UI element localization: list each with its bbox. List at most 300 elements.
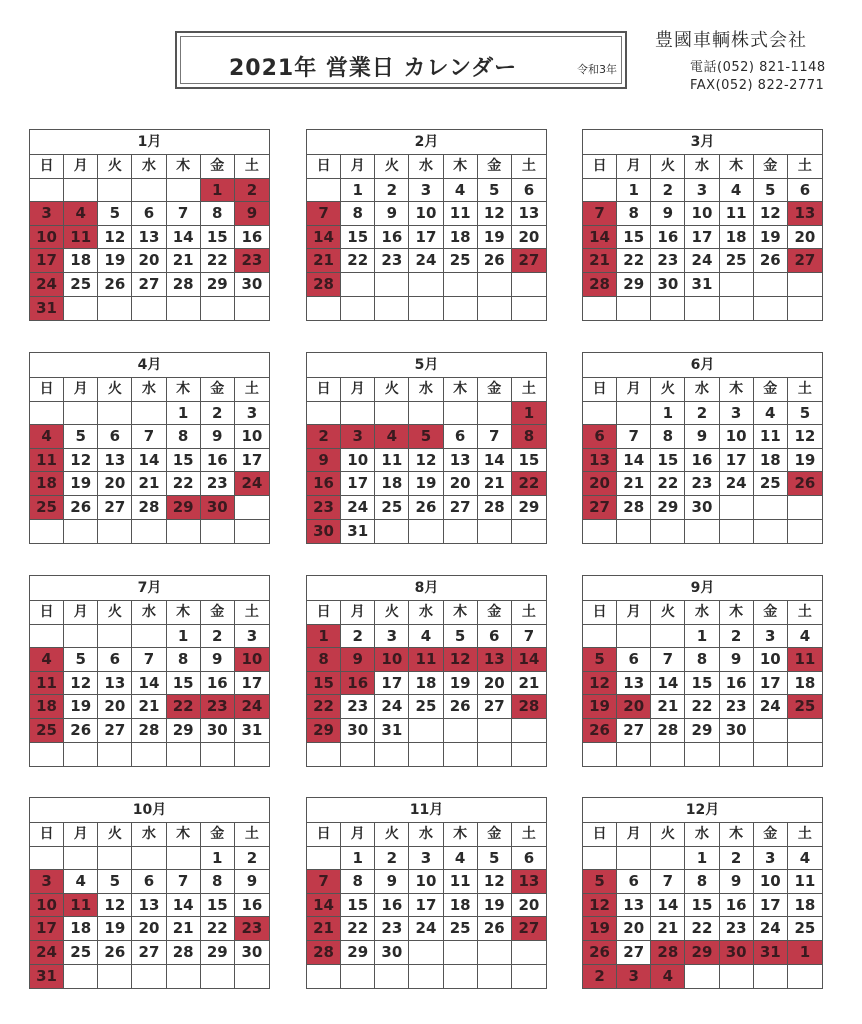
day-cell: 18: [444, 226, 478, 250]
day-cell: 25: [788, 917, 822, 941]
empty-cell: [30, 520, 64, 544]
day-cell: 24: [409, 917, 443, 941]
day-cell: 27: [512, 917, 546, 941]
day-cell: 30: [201, 496, 235, 520]
day-cell: 2: [720, 847, 754, 871]
empty-cell: [444, 520, 478, 544]
weekday-header: 金: [478, 601, 512, 625]
empty-cell: [512, 719, 546, 743]
day-cell: 25: [30, 496, 64, 520]
day-cell: 16: [201, 449, 235, 473]
day-cell: 1: [167, 625, 201, 649]
day-cell: 17: [720, 449, 754, 473]
day-cell: 22: [341, 249, 375, 273]
day-cell: 4: [788, 625, 822, 649]
day-cell: 17: [235, 449, 269, 473]
day-cell: 10: [409, 870, 443, 894]
day-cell: 21: [583, 249, 617, 273]
day-cell: 4: [409, 625, 443, 649]
empty-cell: [754, 965, 788, 989]
day-cell: 10: [754, 870, 788, 894]
weekday-header: 水: [132, 155, 166, 179]
weekday-header: 火: [651, 823, 685, 847]
day-cell: 4: [30, 425, 64, 449]
company-name: 豊國車輌株式会社: [655, 30, 807, 51]
empty-cell: [512, 743, 546, 767]
day-cell: 3: [685, 179, 719, 203]
weekday-header: 月: [341, 601, 375, 625]
day-cell: 14: [307, 894, 341, 918]
day-cell: 9: [651, 202, 685, 226]
empty-cell: [409, 297, 443, 321]
weekday-header: 木: [167, 155, 201, 179]
day-cell: 3: [409, 847, 443, 871]
day-cell: 13: [617, 894, 651, 918]
day-cell: 19: [98, 917, 132, 941]
day-cell: 10: [30, 894, 64, 918]
day-cell: 11: [375, 449, 409, 473]
empty-cell: [444, 297, 478, 321]
day-cell: 10: [235, 425, 269, 449]
day-cell: 21: [651, 695, 685, 719]
day-cell: 8: [341, 870, 375, 894]
day-cell: 5: [444, 625, 478, 649]
empty-cell: [375, 273, 409, 297]
day-cell: 18: [64, 249, 98, 273]
day-cell: 30: [307, 520, 341, 544]
day-cell: 24: [30, 941, 64, 965]
day-cell: 24: [754, 695, 788, 719]
day-cell: 26: [478, 917, 512, 941]
day-cell: 17: [685, 226, 719, 250]
day-cell: 29: [341, 941, 375, 965]
empty-cell: [478, 941, 512, 965]
weekday-header: 木: [720, 155, 754, 179]
day-cell: 20: [132, 249, 166, 273]
day-cell: 31: [30, 297, 64, 321]
empty-cell: [512, 965, 546, 989]
day-cell: 13: [444, 449, 478, 473]
day-cell: 3: [30, 870, 64, 894]
empty-cell: [788, 496, 822, 520]
day-cell: 15: [167, 449, 201, 473]
day-cell: 11: [788, 648, 822, 672]
day-cell: 1: [651, 402, 685, 426]
weekday-header: 月: [341, 823, 375, 847]
month-calendar: [582, 575, 823, 767]
day-cell: 6: [583, 425, 617, 449]
weekday-header: 水: [132, 601, 166, 625]
empty-cell: [98, 520, 132, 544]
day-cell: 15: [201, 226, 235, 250]
empty-cell: [685, 965, 719, 989]
day-cell: 19: [64, 472, 98, 496]
day-cell: 12: [409, 449, 443, 473]
day-cell: 2: [375, 179, 409, 203]
day-cell: 17: [375, 672, 409, 696]
weekday-header: 木: [720, 823, 754, 847]
weekday-header: 金: [754, 823, 788, 847]
weekday-header: 日: [30, 155, 64, 179]
day-cell: 31: [30, 965, 64, 989]
day-cell: 6: [617, 870, 651, 894]
weekday-header: 金: [201, 155, 235, 179]
weekday-header: 木: [167, 601, 201, 625]
day-cell: 7: [478, 425, 512, 449]
day-cell: 12: [64, 672, 98, 696]
day-cell: 20: [478, 672, 512, 696]
weekday-header: 火: [98, 155, 132, 179]
weekday-header: 金: [201, 823, 235, 847]
day-cell: 15: [617, 226, 651, 250]
day-cell: 2: [201, 402, 235, 426]
empty-cell: [617, 402, 651, 426]
day-cell: 28: [307, 941, 341, 965]
weekday-header: 日: [583, 601, 617, 625]
day-cell: 23: [375, 249, 409, 273]
day-cell: 13: [98, 672, 132, 696]
empty-cell: [478, 743, 512, 767]
day-cell: 8: [307, 648, 341, 672]
empty-cell: [98, 402, 132, 426]
day-cell: 3: [754, 625, 788, 649]
day-cell: 31: [685, 273, 719, 297]
day-cell: 6: [788, 179, 822, 203]
day-cell: 10: [235, 648, 269, 672]
day-cell: 4: [788, 847, 822, 871]
empty-cell: [512, 297, 546, 321]
day-cell: 12: [98, 894, 132, 918]
day-cell: 28: [132, 719, 166, 743]
day-cell: 30: [685, 496, 719, 520]
weekday-header: 土: [235, 378, 269, 402]
weekday-header: 木: [720, 601, 754, 625]
day-cell: 25: [375, 496, 409, 520]
day-cell: 26: [444, 695, 478, 719]
empty-cell: [651, 520, 685, 544]
day-cell: 20: [98, 472, 132, 496]
era-label: 令和3年: [577, 63, 617, 76]
day-cell: 26: [583, 719, 617, 743]
empty-cell: [167, 743, 201, 767]
day-cell: 21: [167, 249, 201, 273]
empty-cell: [307, 179, 341, 203]
weekday-header: 金: [754, 601, 788, 625]
month-title: 12月: [583, 798, 822, 823]
empty-cell: [651, 297, 685, 321]
day-cell: 23: [235, 249, 269, 273]
weekday-header: 木: [444, 155, 478, 179]
day-cell: 21: [651, 917, 685, 941]
month-title: 9月: [583, 576, 822, 601]
day-cell: 4: [375, 425, 409, 449]
month-calendar: [582, 352, 823, 544]
empty-cell: [132, 297, 166, 321]
day-cell: 25: [30, 719, 64, 743]
day-cell: 19: [583, 917, 617, 941]
day-cell: 28: [651, 941, 685, 965]
day-cell: 12: [478, 870, 512, 894]
weekday-header: 木: [720, 378, 754, 402]
day-cell: 30: [720, 719, 754, 743]
day-cell: 13: [512, 202, 546, 226]
day-cell: 27: [512, 249, 546, 273]
empty-cell: [409, 743, 443, 767]
day-cell: 18: [444, 894, 478, 918]
day-cell: 6: [478, 625, 512, 649]
empty-cell: [307, 965, 341, 989]
empty-cell: [409, 520, 443, 544]
day-cell: 26: [754, 249, 788, 273]
empty-cell: [583, 402, 617, 426]
day-cell: 26: [64, 719, 98, 743]
weekday-header: 日: [30, 378, 64, 402]
empty-cell: [341, 273, 375, 297]
month-title: 11月: [307, 798, 546, 823]
day-cell: 1: [685, 625, 719, 649]
day-cell: 4: [64, 870, 98, 894]
day-cell: 18: [30, 472, 64, 496]
month-title: 4月: [30, 353, 269, 378]
day-cell: 5: [409, 425, 443, 449]
day-cell: 1: [201, 179, 235, 203]
empty-cell: [583, 743, 617, 767]
day-cell: 24: [341, 496, 375, 520]
day-cell: 28: [512, 695, 546, 719]
day-cell: 23: [720, 695, 754, 719]
empty-cell: [651, 743, 685, 767]
empty-cell: [444, 743, 478, 767]
empty-cell: [64, 520, 98, 544]
day-cell: 24: [685, 249, 719, 273]
day-cell: 20: [444, 472, 478, 496]
day-cell: 18: [375, 472, 409, 496]
weekday-header: 月: [341, 155, 375, 179]
day-cell: 5: [98, 202, 132, 226]
day-cell: 2: [651, 179, 685, 203]
day-cell: 29: [512, 496, 546, 520]
empty-cell: [617, 847, 651, 871]
empty-cell: [341, 297, 375, 321]
empty-cell: [375, 402, 409, 426]
empty-cell: [307, 847, 341, 871]
day-cell: 17: [754, 894, 788, 918]
day-cell: 9: [201, 648, 235, 672]
day-cell: 25: [788, 695, 822, 719]
empty-cell: [167, 520, 201, 544]
day-cell: 9: [307, 449, 341, 473]
weekday-header: 日: [583, 823, 617, 847]
empty-cell: [720, 496, 754, 520]
day-cell: 1: [512, 402, 546, 426]
weekday-header: 木: [444, 378, 478, 402]
weekday-header: 金: [478, 155, 512, 179]
empty-cell: [788, 520, 822, 544]
weekday-header: 月: [617, 601, 651, 625]
empty-cell: [375, 520, 409, 544]
day-cell: 3: [341, 425, 375, 449]
weekday-header: 水: [685, 823, 719, 847]
day-cell: 3: [754, 847, 788, 871]
day-cell: 12: [478, 202, 512, 226]
weekday-header: 木: [444, 823, 478, 847]
day-cell: 9: [720, 870, 754, 894]
empty-cell: [685, 520, 719, 544]
day-cell: 22: [617, 249, 651, 273]
day-cell: 10: [341, 449, 375, 473]
day-cell: 17: [341, 472, 375, 496]
empty-cell: [478, 520, 512, 544]
weekday-header: 金: [478, 378, 512, 402]
day-cell: 11: [30, 672, 64, 696]
day-cell: 27: [132, 941, 166, 965]
next-month-day-cell: 4: [651, 965, 685, 989]
day-cell: 31: [375, 719, 409, 743]
weekday-header: 土: [512, 823, 546, 847]
day-cell: 11: [788, 870, 822, 894]
day-cell: 6: [444, 425, 478, 449]
day-cell: 28: [167, 273, 201, 297]
day-cell: 5: [583, 648, 617, 672]
empty-cell: [341, 743, 375, 767]
day-cell: 21: [617, 472, 651, 496]
day-cell: 1: [617, 179, 651, 203]
day-cell: 5: [64, 425, 98, 449]
empty-cell: [64, 625, 98, 649]
day-cell: 3: [30, 202, 64, 226]
day-cell: 22: [685, 695, 719, 719]
weekday-header: 水: [685, 601, 719, 625]
day-cell: 15: [685, 894, 719, 918]
day-cell: 15: [167, 672, 201, 696]
day-cell: 11: [720, 202, 754, 226]
empty-cell: [478, 719, 512, 743]
empty-cell: [167, 847, 201, 871]
day-cell: 4: [444, 179, 478, 203]
weekday-header: 月: [617, 378, 651, 402]
day-cell: 19: [98, 249, 132, 273]
empty-cell: [754, 273, 788, 297]
day-cell: 20: [583, 472, 617, 496]
day-cell: 27: [788, 249, 822, 273]
day-cell: 19: [478, 226, 512, 250]
empty-cell: [754, 719, 788, 743]
day-cell: 3: [375, 625, 409, 649]
day-cell: 23: [685, 472, 719, 496]
day-cell: 12: [444, 648, 478, 672]
day-cell: 18: [754, 449, 788, 473]
day-cell: 14: [651, 672, 685, 696]
day-cell: 14: [512, 648, 546, 672]
day-cell: 15: [651, 449, 685, 473]
day-cell: 13: [788, 202, 822, 226]
weekday-header: 火: [651, 378, 685, 402]
month-title: 3月: [583, 130, 822, 155]
day-cell: 20: [788, 226, 822, 250]
empty-cell: [167, 297, 201, 321]
day-cell: 18: [409, 672, 443, 696]
day-cell: 3: [235, 625, 269, 649]
day-cell: 29: [201, 273, 235, 297]
day-cell: 8: [685, 870, 719, 894]
day-cell: 23: [651, 249, 685, 273]
weekday-header: 月: [64, 378, 98, 402]
day-cell: 28: [132, 496, 166, 520]
empty-cell: [651, 847, 685, 871]
empty-cell: [444, 965, 478, 989]
day-cell: 7: [307, 870, 341, 894]
day-cell: 9: [375, 870, 409, 894]
empty-cell: [30, 625, 64, 649]
day-cell: 27: [132, 273, 166, 297]
day-cell: 4: [720, 179, 754, 203]
day-cell: 6: [512, 179, 546, 203]
day-cell: 4: [30, 648, 64, 672]
month-calendar: [306, 575, 547, 767]
empty-cell: [201, 743, 235, 767]
empty-cell: [409, 965, 443, 989]
day-cell: 7: [132, 648, 166, 672]
day-cell: 5: [478, 847, 512, 871]
day-cell: 10: [720, 425, 754, 449]
day-cell: 12: [583, 894, 617, 918]
day-cell: 24: [235, 695, 269, 719]
day-cell: 11: [754, 425, 788, 449]
empty-cell: [375, 297, 409, 321]
empty-cell: [788, 965, 822, 989]
empty-cell: [754, 496, 788, 520]
empty-cell: [98, 965, 132, 989]
day-cell: 16: [720, 894, 754, 918]
day-cell: 15: [307, 672, 341, 696]
empty-cell: [444, 941, 478, 965]
day-cell: 29: [685, 719, 719, 743]
empty-cell: [64, 402, 98, 426]
day-cell: 14: [132, 449, 166, 473]
day-cell: 6: [98, 648, 132, 672]
day-cell: 12: [583, 672, 617, 696]
day-cell: 26: [98, 273, 132, 297]
month-calendar: [582, 797, 823, 989]
day-cell: 29: [167, 496, 201, 520]
month-title: 6月: [583, 353, 822, 378]
empty-cell: [685, 743, 719, 767]
day-cell: 28: [167, 941, 201, 965]
day-cell: 29: [685, 941, 719, 965]
empty-cell: [788, 273, 822, 297]
day-cell: 12: [788, 425, 822, 449]
day-cell: 17: [30, 917, 64, 941]
empty-cell: [754, 743, 788, 767]
day-cell: 24: [754, 917, 788, 941]
day-cell: 24: [375, 695, 409, 719]
day-cell: 27: [478, 695, 512, 719]
empty-cell: [64, 179, 98, 203]
weekday-header: 火: [375, 823, 409, 847]
day-cell: 26: [478, 249, 512, 273]
weekday-header: 月: [64, 155, 98, 179]
empty-cell: [98, 625, 132, 649]
day-cell: 21: [512, 672, 546, 696]
day-cell: 16: [375, 226, 409, 250]
day-cell: 25: [444, 917, 478, 941]
weekday-header: 日: [30, 823, 64, 847]
day-cell: 30: [341, 719, 375, 743]
weekday-header: 土: [235, 155, 269, 179]
empty-cell: [98, 743, 132, 767]
day-cell: 22: [201, 917, 235, 941]
day-cell: 23: [307, 496, 341, 520]
